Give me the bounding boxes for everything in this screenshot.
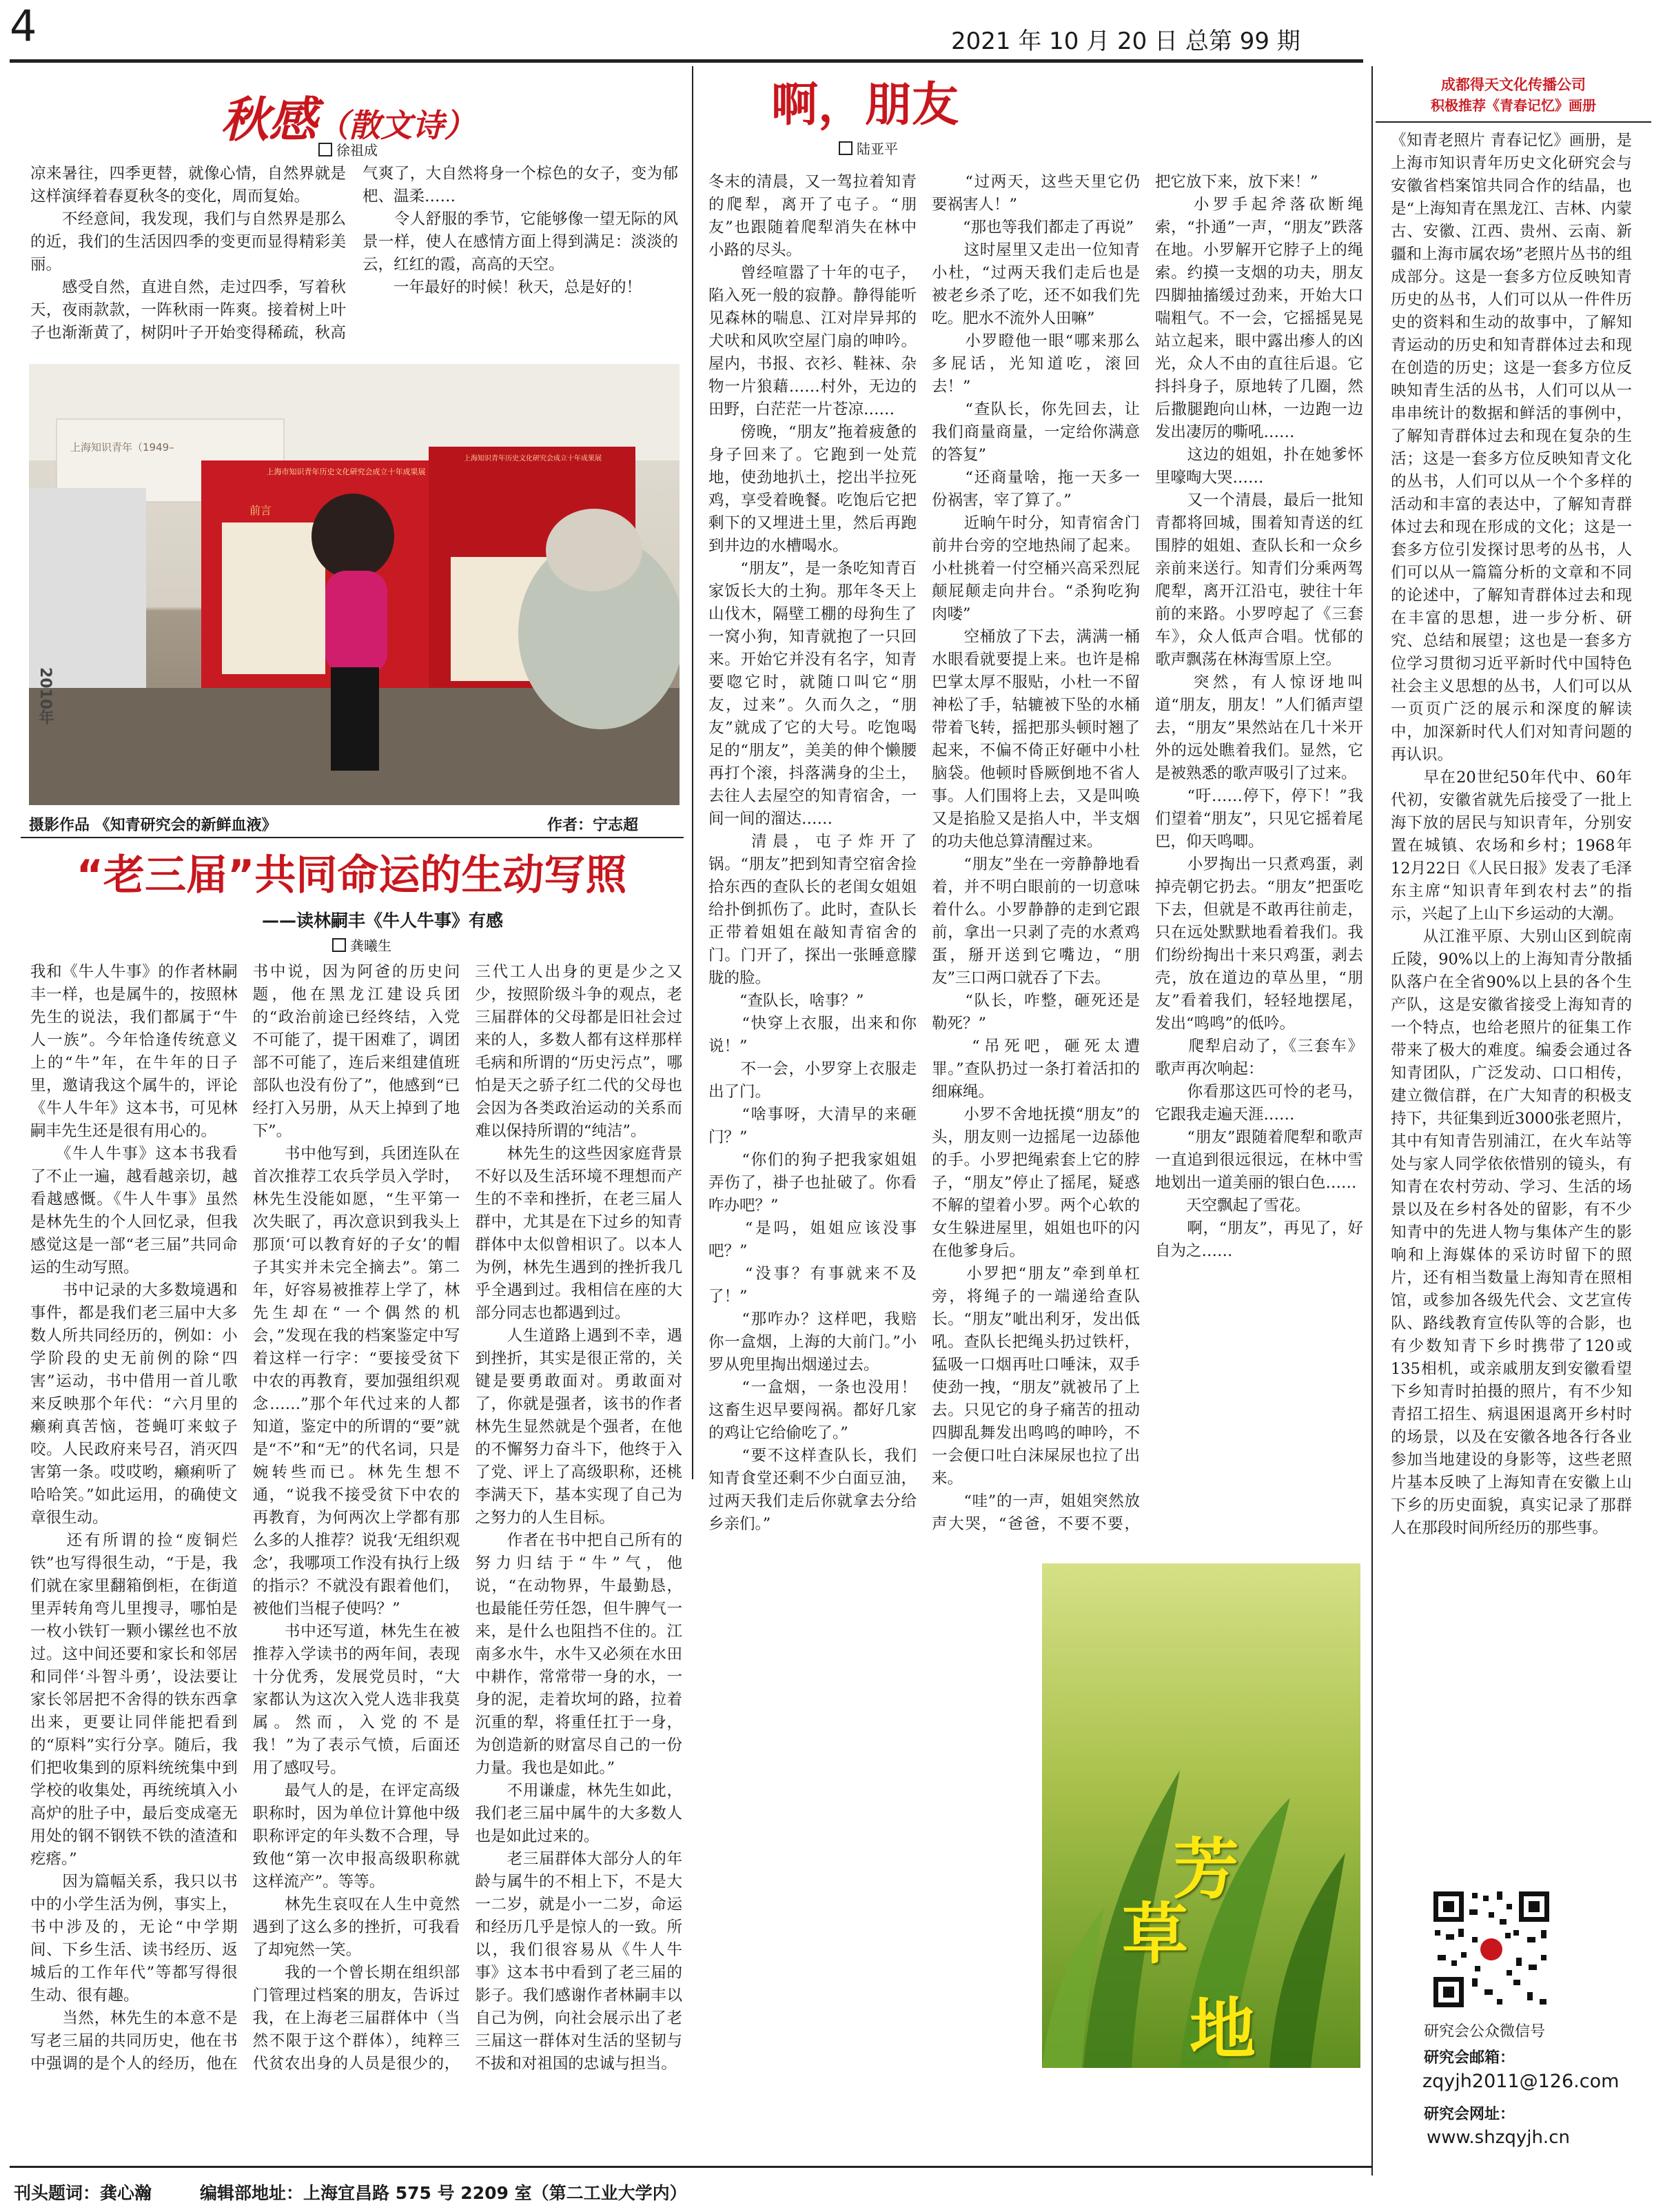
ad-word-1: 芳 (1173, 1831, 1239, 1908)
autumn-byline: 徐祖成 (262, 139, 434, 159)
site-link[interactable]: www.shzqyjh.cn (1427, 2127, 1570, 2148)
email-label: 研究会邮箱： (1424, 2049, 1515, 2067)
friend-title: 啊，朋友 (770, 78, 959, 132)
ad-image (1042, 1563, 1360, 2068)
autumn-subtitle: （散文诗） (317, 107, 476, 143)
sidebar (1376, 55, 1651, 2178)
site-label: 研究会网址： (1424, 2106, 1515, 2123)
photo-panel-label: 前言 (249, 504, 272, 517)
sidebar-header-2: 积极推荐《青春记忆》画册 (1431, 97, 1596, 114)
issue-date: 2021 年 10 月 20 日 总第 99 期 (951, 28, 1300, 55)
sidebar-header-1: 成都得天文化传播公司 (1441, 77, 1586, 93)
footer-title-credit: 刊头题词：龚心瀚 (14, 2183, 152, 2203)
photo-banner-left: 上海市知识青年历史文化研究会成立十年成果展 (266, 467, 426, 476)
autumn-title-block (21, 81, 675, 143)
page-number: 4 (10, 1, 37, 51)
autumn-title: 秋感 (221, 92, 317, 143)
review-subtitle: ——读林嗣丰《牛人牛事》有感 (262, 911, 504, 931)
photo-credit: 作者：宁志超 (547, 817, 638, 834)
qr-code[interactable] (1431, 1889, 1552, 2010)
friend-body: 冬末的清晨，又一驾拉着知青的爬犁，离开了屯子。“朋友”也跟随着爬犁消失在林中小路的尽头。 曾经喧嚣了十年的屯子，陷入死一般的寂静。静得能听见森林的喘息、江对岸异邦的犬吠和风吹空屋门扇的呻吟。屋内，书报、衣衫、鞋袜、杂物一片狼藉……村外，无边的田野，白茫茫一片苍凉…… 傍晚，“朋友”拖着疲惫的身子回来了。它跑到一处荒地，使劲地扒土，挖出半拉死鸡，享受着晚餐。吃饱后它把剩下的又埋进土里，然后再跑到井边的水槽喝水。 “朋友”，是一条吃知青百家饭长大的土狗。那年冬天上山伐木，隔壁工棚的母狗生了一窝小狗，知青就抱了一只回来。开始它并没有名字，知青要唿它时，就随口叫它“朋友，过来”。久而久之，“朋友”就成了它的大号。吃饱喝足的“朋友”，美美的伸个懒腰再打个滚，抖落满身的尘土，去往人去屋空的知青宿舍，一间一间的溜达…… 清晨，屯子炸开了锅。“朋友”把到知青空宿舍捡拾东西的查队长的老闺女姐姐给扑倒抓伤了。此时，查队长正带着姐姐在敲知青宿舍的门。门开了，探出一张睡意朦胧的脸。 “查队长，啥事？” “快穿上衣服，出来和你说！” 不一会，小罗穿上衣服走出了门。 “啥事呀，大清早的来砸门？” “你们的狗子把我家姐姐弄伤了，褂子也扯破了。你看咋办吧？” “是吗，姐姐应该没事吧？” “没事？有事就来不及了！” “那咋办？这样吧，我赔你一盒烟，上海的大前门。”小罗从兜里掏出烟递过去。 “一盒烟，一条也没用！这畜生迟早要闯祸。都好几家的鸡让它给偷吃了。” “要不这样查队长，我们知青食堂还剩不少白面豆油，过两天我们走后你就拿去分给乡亲们。” “过两天，这些天里它仍要祸害人！” “那也等我们都走了再说” 这时屋里又走出一位知青小杜，“过两天我们走后也是被老乡杀了吃，还不如我们先吃。肥水不流外人田嘛” 小罗瞪他一眼“哪来那么多屁话，光知道吃，滚回去！” “查队长，你先回去，让我们商量商量，一定给你满意的答复” “还商量啥，拖一天多一份祸害，宰了算了。” 近晌午时分，知青宿舍门前井台旁的空地热闹了起来。小杜挑着一付空桶兴高采烈屁颠屁颠走向井台。“杀狗吃狗肉喽” 空桶放了下去，满满一桶水眼看就要提上来。也许是棉巴掌太厚不服贴，小杜一不留神松了手，轱辘被下坠的水桶带着飞转，摇把那头顿时翘了起来，不偏不倚正好砸中小杜脑袋。他顿时昏厥倒地不省人事。人们围将上去，又是叫唤又是掐脸又是掐人中，半支烟的功夫他总算清醒过来。 “朋友”坐在一旁静静地看着，并不明白眼前的一切意味着什么。小罗静静的走到它跟前，拿出一只剥了壳的水煮鸡蛋，掰开送到它嘴边，“朋友”三口两口就吞了下去。 “队长，咋整，砸死还是勒死？” “吊死吧，砸死太遭罪。”查队扔过一条打着活扣的细麻绳。 小罗不舍地抚摸“朋友”的头，朋友则一边摇尾一边舔他的手。小罗把绳索套上它的脖子，“朋友”停止了摇尾，疑惑不解的望着小罗。两个心软的女生躲进屋里，姐姐也吓的闪在他爹身后。 小罗把“朋友”牵到单杠旁，将绳子的一端递给查队长。“朋友”呲出利牙，发出低吼。查队长把绳头扔过铁杆，猛吸一口烟再吐口唾沫，双手使劲一拽，“朋友”就被吊了上去。只见它的身子痛苦的扭动四脚乱舞发出鸣鸣的呻吟，不一会便口吐白沫屎尿也拉了出来。 “哇”的一声，姐姐突然放声大哭，“爸爸，不要不要，把它放下来，放下来！” 小罗手起斧落砍断绳索，“扑通”一声，“朋友”跌落在地。小罗解开它脖子上的绳索。约摸一支烟的功夫，朋友四脚抽搐缓过劲来，开始大口喘粗气。不一会，它摇摇晃晃站立起来，眼中露出瘆人的凶光，众人不由的直往后退。它抖抖身子，原地转了几圈，然后撒腿跑向山林，一边跑一边发出凄厉的嘶吼…… 这边的姐姐，扑在她爹怀里嚎啕大哭…… 又一个清晨，最后一批知青都将回城，围着知青送的红围脖的姐姐、查队长和一众乡亲前来送行。知青们分乘两驾爬犁，离开江沿屯，驶往十年前的来路。小罗哼起了《三套车》，众人低声合唱。忧郁的歌声飘荡在林海雪原上空。 突然，有人惊讶地叫道“朋友，朋友！”人们循声望去，“朋友”果然站在几十米开外的远处瞧着我们。显然，它是被熟悉的歌声吸引了过来。 “吁……停下，停下！”我们望着“朋友”，只见它摇着尾巴，仰天鸣唧。 小罗掏出一只煮鸡蛋，剥掉壳朝它扔去。“朋友”把蛋吃下去，但就是不敢再往前走，只在远处默默地看着我们。我们纷纷掏出十来只鸡蛋，剥去壳，放在道边的草丛里，“朋友”看着我们，轻轻地摆尾，发出“鸣鸣”的低吟。 爬犁启动了，《三套车》歌声再次响起： 你看那这匹可怜的老马，它跟我走遍天涯…… “朋友”跟随着爬犁和歌声一直追到很远很远，在林中雪地划出一道美丽的银白色…… 天空飘起了雪花。 啊，“朋友”，再见了，好自为之…… (708, 173, 1363, 1533)
footer-rule (10, 2166, 1371, 2168)
sidebar-left-rule (1371, 66, 1373, 2175)
sidebar-body: 《知青老照片 青春记忆》画册，是上海市知识青年历史文化研究会与安徽省档案馆共同合作的结晶，也是“上海知青在黑龙江、吉林、内蒙古、安徽、江西、贵州、云南、新疆和上海市属农场”老照片丛书的组成部分。这是一套多方位反映知青历史的丛书，人们可以从一件件历史的资料和生动的故事中，了解知青运动的历史和知青群体过去和现在创造的历史；这是一套多方位反映知青生活的丛书，人们可以从一串串统计的数据和鲜活的事例中，了解知青群体过去和现在复杂的生活；这是一套多方位反映知青文化的丛书，人们可以从一个个多样的活动和丰富的表达中，了解知青群体过去和现在形成的文化；这是一套多方位引发探讨思考的丛书，人们可以从一篇篇分析的文章和不同的论述中，了解知青群体过去和现在丰富的思想，进一步分析、研究、总结和展望；这也是一套多方位学习贯彻习近平新时代中国特色社会主义思想的丛书，人们可以从一页页广泛的展示和深度的解读中，加深新时代人们对知青问题的再认识。 早在20世纪50年代中、60年代初，安徽省就先后接受了一批上海下放的居民与知识青年，分别安置在城镇、农场和乡村；1968年12月22日《人民日报》发表了毛泽东主席“知识青年到农村去”的指示，兴起了上山下乡运动的大潮。 从江淮平原、大别山区到皖南丘陵，90%以上的上海知青分散插队落户在全省90%以上县的各个生产队，这是安徽省接受上海知青的一个特点，也给老照片的征集工作带来了极大的难度。编委会通过各知青团队，广泛发动、口口相传，建立微信群，在广大知青的积极支持下，共征集到近3000张老照片，其中有知青告别浦江，在火车站等处与家人同学依依惜别的镜头，有知青在农村劳动、学习、生活的场景以及在乡村各处的留影，有不少知青中的先进人物与集体产生的影响和上海媒体的采访时留下的照片，还有相当数量上海知青在照相馆，或参加各级先代会、文艺宣传队、路线教育宣传队等的合影，也有少数知青下乡时携带了120或135相机，或亲戚朋友到安徽看望下乡知青时拍摄的照片，有不少知青招工招生、病退困退离开乡村时的场景，以及在安徽各地各行各业参加当地建设的身影等，这些老照片基本反映了上海知青在安徽上山下乡的历史面貌，真实记录了那群人在那段时间所经历的那些事。 (1391, 132, 1632, 1537)
ad-word-3: 地 (1190, 1991, 1256, 2068)
qr-caption: 研究会公众微信号 (1424, 2023, 1546, 2040)
photo-side-text: 2010年 (37, 667, 54, 725)
review-title: “老三届”共同命运的生动写照 (76, 851, 627, 900)
friend-byline: 陆亚平 (786, 138, 951, 158)
photo-scene (29, 364, 680, 805)
qr-pattern (1431, 1889, 1552, 2010)
autumn-body: 凉来暑往，四季更替，就像心情，自然界就是这样演绎着春夏秋冬的变化，周而复始。 不经意间，我发现，我们与自然界是那么的近，我们的生活因四季的变更而显得精彩美丽。 感受自然，直进自然，走过四季，写着秋天，夜雨款款，一阵秋雨一阵爽。接着树上叶子也渐渐黄了，树阴叶子开始变得稀疏，秋高气爽了，大自然将身一个棕色的女子，变为郁杷、温柔…… 令人舒服的季节，它能够像一望无际的风景一样，使人在感情方面上得到满足：淡淡的云，红红的霞，高高的天空。 一年最好的时候！秋天，总是好的！ (30, 165, 678, 342)
photo-banner-right: 上海知识青年历史文化研究会成立十年成果展 (464, 455, 602, 463)
review-body: 我和《牛人牛事》的作者林嗣丰一样，也是属牛的，按照林先生的说法，我们都属于“牛人一族”。今年恰逢传统意义上的“牛”年，在牛年的日子里，邀请我这个属牛的，评论《牛人牛年》这本书，可见林嗣丰先生还是很有用心的。 《牛人牛事》这本书我看了不止一遍，越看越亲切，越看越感慨。《牛人牛事》虽然是林先生的个人回忆录，但我感觉这是一部“老三届”共同命运的生动写照。 书中记录的大多数境遇和事件，都是我们老三届中大多数人所共同经历的，例如：小学阶段的史无前例的除“四害”运动，书中借用一首儿歌来反映那个年代：“六月里的癞痢真苦恼，苍蝇叮来蚊子咬。人民政府来号召，消灭四害第一条。哎哎哟，癞痢听了哈哈笑。”如此运用，的确使文章很生动。 还有所谓的捡“废铜烂铁”也写得很生动，“于是，我们就在家里翻箱倒柜，在街道里弄转角弯儿里搜寻，哪怕是一枚小铁钉一颗小镙丝也不放过。这中间还要和家长和邻居和同伴‘斗智斗勇’，设法要让家长邻居把不舍得的铁东西拿出来，更要让同伴能把看到的“原料”实行分享。随后，我们把收集到的原料统统集中到学校的收集处，再统统填入小高炉的肚子中，最后变成毫无用处的钢不钢铁不铁的渣渣和疙瘩。” 因为篇幅关系，我只以书中的小学生活为例，事实上，书中涉及的，无论“中学期间、下乡生活、读书经历、返城后的工作年代”等都写得很生动、很有趣。 当然，林先生的本意不是写老三届的共同历史，他在书中强调的是个人的经历，他在书中说，因为阿爸的历史问题，他在黑龙江建设兵团的“政治前途已经终结，入党不可能了，提干困难了，调团部不可能了，连后来组建值班部队也没有份了”，他感到“已经打入另册，从天上掉到了地下”。 书中他写到，兵团连队在首次推荐工农兵学员入学时，林先生没能如愿，“生平第一次失眠了，再次意识到我头上那顶‘可以教育好的子女’的帽子其实并未完全摘去”。第二年，好容易被推荐上学了，林先生却在“一个偶然的机会，”发现在我的档案鉴定中写着这样一行字：“要接受贫下中农的再教育，要加强组织观念……”那个年代过来的人都知道，鉴定中的所谓的“要”就是“不”和“无”的代名词，只是婉转些而已。林先生想不通，“说我不接受贫下中农的再教育，为何两次上学都有那么多的人推荐？说我‘无组织观念’，我哪项工作没有执行上级的指示？不就没有跟着他们，被他们当棍子使吗？” 书中还写道，林先生在被推荐入学读书的两年间，表现十分优秀，发展党员时，“大家都认为这次入党人选非我莫属。然而，入党的不是我！”为了表示气愤，后面还用了感叹号。 最气人的是，在评定高级职称时，因为单位计算他中级职称评定的年头数不合理，导致他“第一次申报高级职称就这样流产”。等等。 林先生哀叹在人生中竟然遇到了这么多的挫折，可我看了却宛然一笑。 我的一个曾长期在组织部门管理过档案的朋友，告诉过我，在上海老三届群体中（当然不限于这个群体），纯粹三代贫农出身的人员是很少的，三代工人出身的更是少之又少，按照阶级斗争的观点，老三届群体的父母都是旧社会过来的人，多数人都有这样那样毛病和所谓的“历史污点”，哪怕是天之骄子红二代的父母也会因为各类政治运动的关系而难以保持所谓的“纯洁”。 林先生的这些因家庭背景不好以及生活环境不理想而产生的不幸和挫折，在老三届人群中，尤其是在下过乡的知青群体中太似曾相识了。以本人为例，林先生遇到的挫折我几乎全遇到过。我相信在座的大部分同志也都遇到过。 人生道路上遇到不幸，遇到挫折，其实是很正常的，关键是要勇敢面对。勇敢面对了，你就是强者，该书的作者林先生显然就是个强者，在他的不懈努力奋斗下，他终于入了党、评上了高级职称，还桃李满天下，基本实现了自己为之努力的人生目标。 作者在书中把自己所有的努力归结于“牛”气，他说，“在动物界，牛最勤恳，也最能任劳任怨，但牛脾气一来，是什么也阻挡不住的。江南多水牛，水牛又必须在水田中耕作，常常带一身的水，一身的泥，走着坎坷的路，拉着沉重的犁，将重任扛于一身，为创造新的财富尽自己的一份力量。我也是如此。” 不用谦虚，林先生如此，我们老三届中属牛的大多数人也是如此过来的。 老三届群体大部分人的年龄与属牛的不相上下，不是大一二岁，就是小一二岁，命运和经历几乎是惊人的一致。所以，我们很容易从《牛人牛事》这本书中看到了老三届的影子。我们感谢作者林嗣丰以自己为例，向社会展示出了老三届这一群体对生活的坚韧与不拔和对祖国的忠诚与担当。 (30, 963, 682, 2073)
column-divider (692, 66, 693, 1479)
photo-caption-row (29, 813, 680, 835)
photo-wall-text: 上海知识青年（1949– (70, 441, 174, 454)
review-byline: 龚曦生 (276, 935, 448, 955)
footer-address: 编辑部地址：上海宜昌路 575 号 2209 室（第二工业大学内） (200, 2183, 687, 2203)
email-link[interactable]: zqyjh2011@126.com (1422, 2071, 1620, 2092)
ad-word-2: 草 (1122, 1896, 1188, 1973)
exhibition-photo (29, 364, 680, 805)
photo-rule (21, 837, 684, 838)
sidebar-rule (1376, 121, 1651, 123)
photo-caption: 摄影作品 《知青研究会的新鲜血液》 (29, 817, 277, 834)
header-rule (10, 59, 1363, 63)
